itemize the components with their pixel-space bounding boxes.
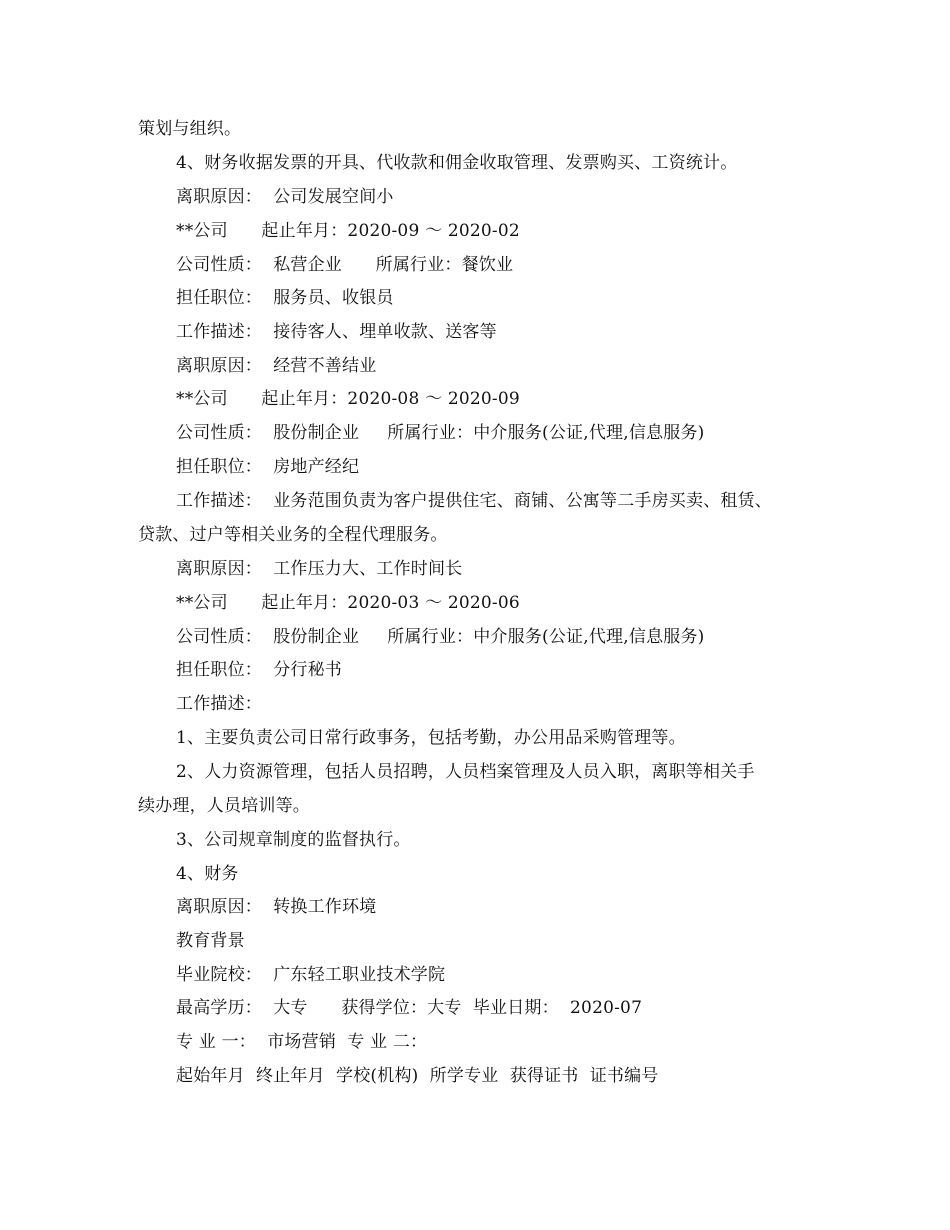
text-line: 4、财务 [176,864,239,884]
section-heading: 教育背景 [176,931,245,951]
text-line: 离职原因： 转换工作环境 [176,897,377,917]
text-line: 2、人力资源管理，包括人员招聘，人员档案管理及人员入职，离职等相关手 [176,762,755,782]
text-line: 3、公司规章制度的监督执行。 [176,830,411,850]
text-line: 工作描述： [176,694,262,714]
text-line: 4、财务收据发票的开具、代收款和佣金收取管理、发票购买、工资统计。 [176,153,738,173]
text-line: 工作描述： 接待客人、埋单收款、送客等 [176,322,497,342]
text-line: 公司性质： 股份制企业 所属行业：中介服务(公证,代理,信息服务) [176,423,705,443]
text-line: 公司性质： 私营企业 所属行业：餐饮业 [176,255,514,275]
text-line: 公司性质： 股份制企业 所属行业：中介服务(公证,代理,信息服务) [176,627,705,647]
text-line: 续办理，人员培训等。 [138,796,310,816]
table-header-line: 起始年月 终止年月 学校(机构) 所学专业 获得证书 证书编号 [176,1066,659,1086]
text-line: 担任职位： 服务员、收银员 [176,288,394,308]
text-line: 1、主要负责公司日常行政事务，包括考勤，办公用品采购管理等。 [176,728,686,748]
text-line: **公司 起止年月：2020-03 ～ 2020-06 [176,593,520,613]
text-line: 专 业 一： 市场营销 专 业 二： [176,1032,428,1052]
text-line: 担任职位： 分行秘书 [176,660,343,680]
text-line: 担任职位： 房地产经纪 [176,457,360,477]
text-line: 策划与组织。 [138,119,242,139]
text-line: 贷款、过户等相关业务的全程代理服务。 [138,525,448,545]
text-line: 最高学历： 大专 获得学位：大专 毕业日期： 2020-07 [176,998,643,1018]
text-line: **公司 起止年月：2020-08 ～ 2020-09 [176,389,520,409]
text-line: 毕业院校： 广东轻工职业技术学院 [176,965,446,985]
text-line: 工作描述： 业务范围负责为客户提供住宅、商铺、公寓等二手房买卖、租赁、 [176,491,773,511]
text-line: 离职原因： 经营不善结业 [176,356,377,376]
text-line: **公司 起止年月：2020-09 ～ 2020-02 [176,221,520,241]
text-line: 离职原因： 公司发展空间小 [176,187,394,207]
text-line: 离职原因： 工作压力大、工作时间长 [176,559,463,579]
